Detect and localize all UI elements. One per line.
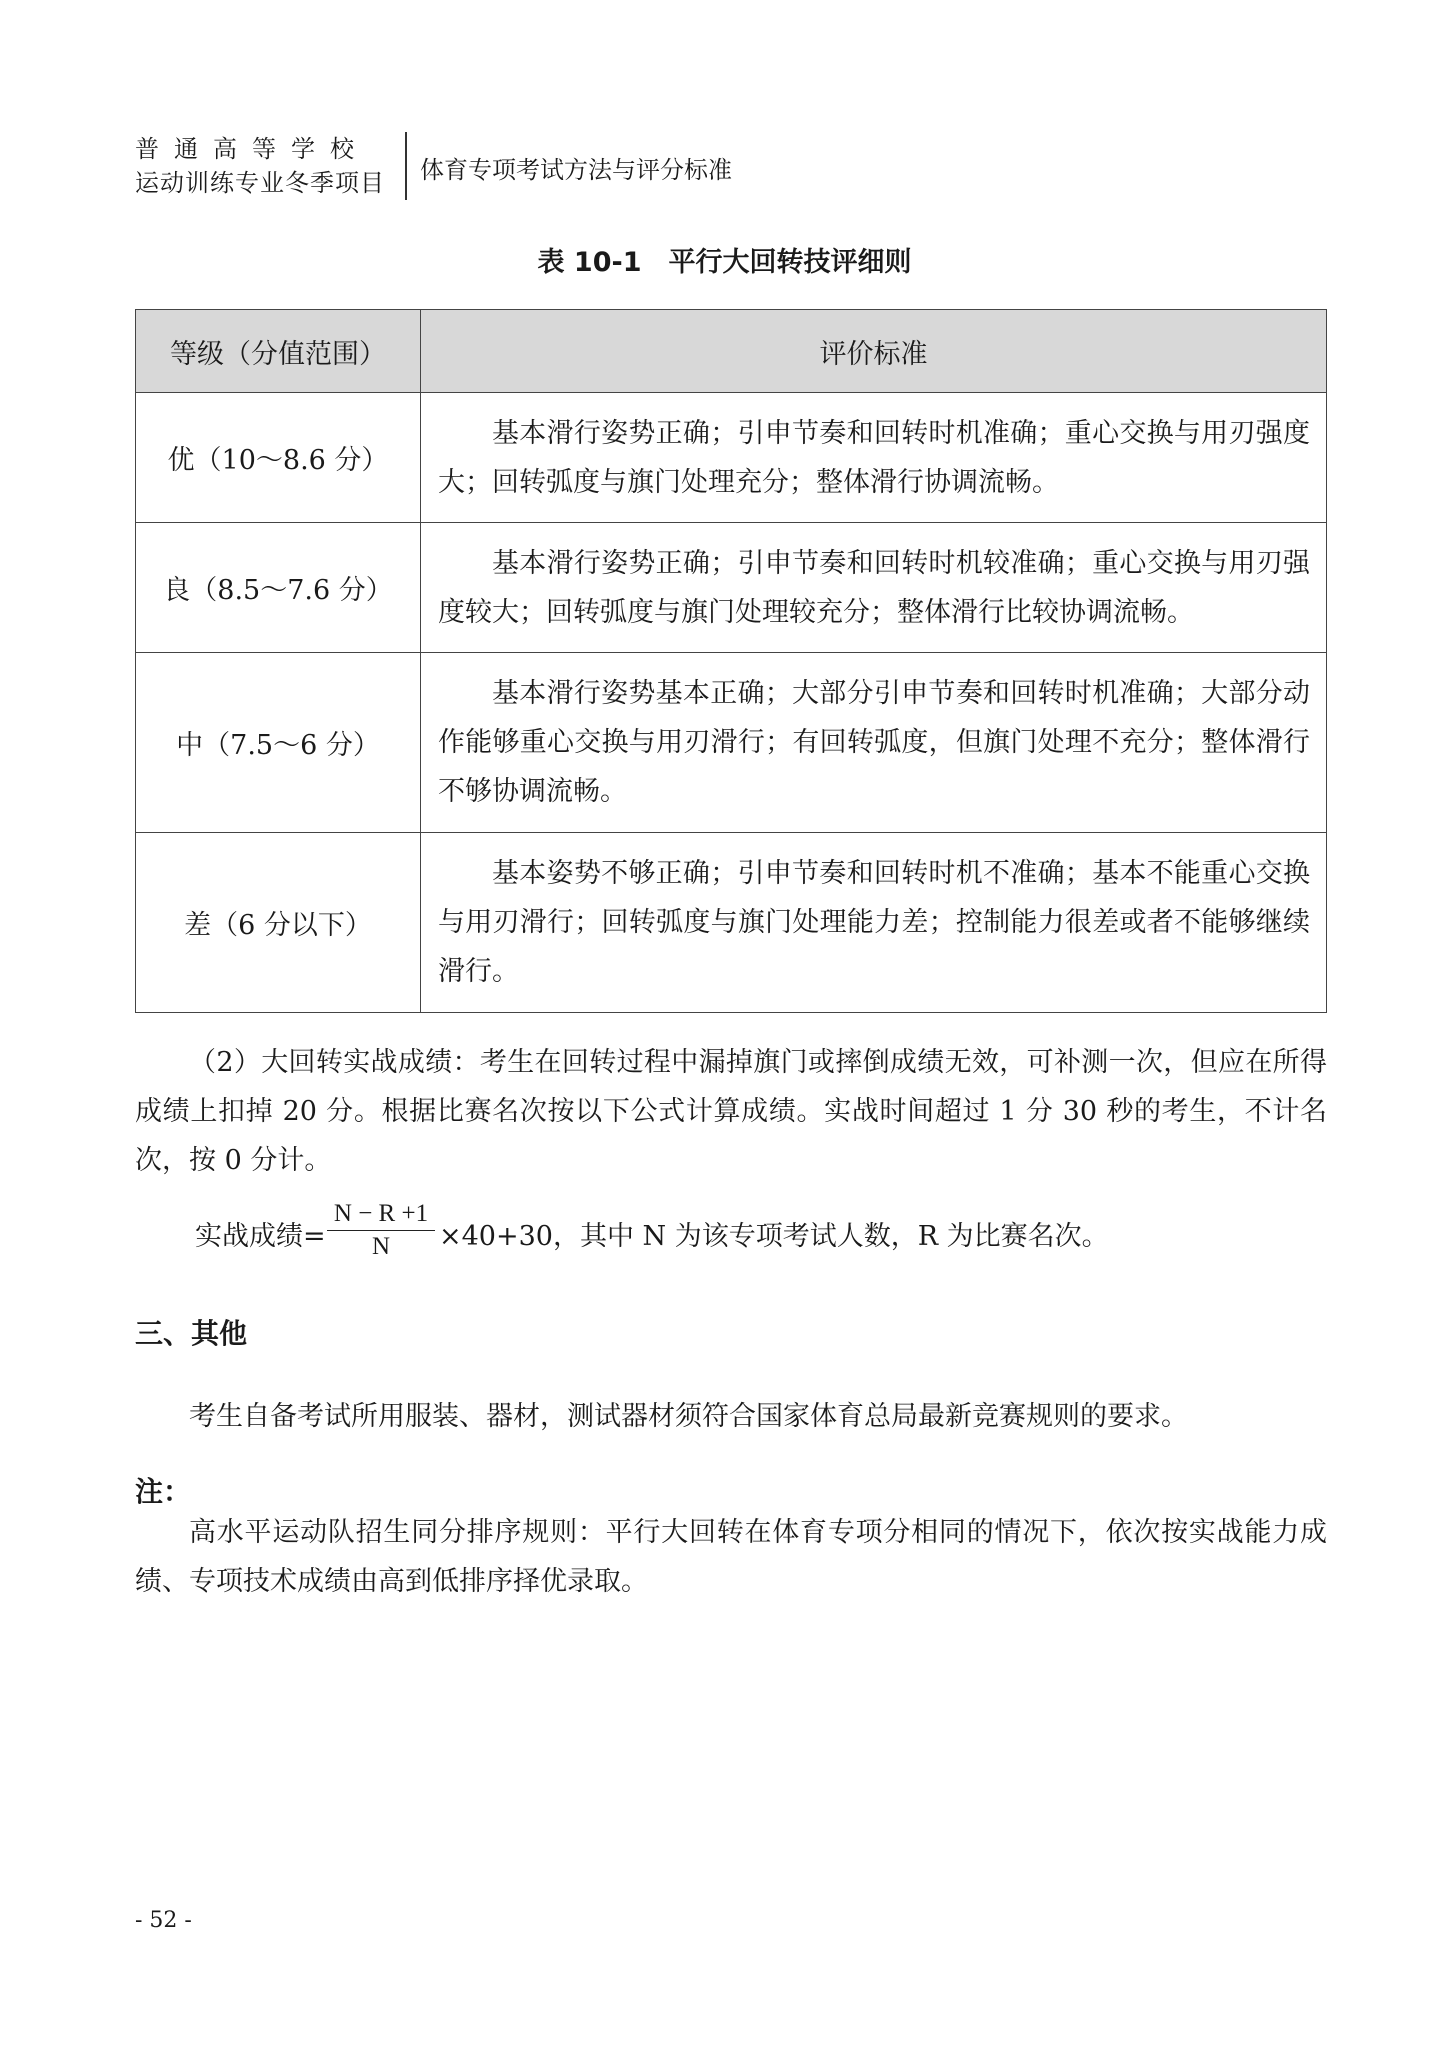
level-cell: 中（7.5～6 分） [136, 653, 421, 833]
criteria-table [135, 309, 1327, 1013]
criteria-cell: 基本滑行姿势基本正确；大部分引申节奏和回转时机准确；大部分动作能够重心交换与用刃滑行；有回转弧度，但旗门处理不充分；整体滑行不够协调流畅。 [421, 653, 1327, 833]
header-left-block [135, 132, 400, 200]
table-title: 表 10-1 平行大回转技评细则 [537, 247, 912, 278]
note-paragraph: 高水平运动队招生同分排序规则：平行大回转在体育专项分相同的情况下，依次按实战能力成绩、专项技术成绩由高到低排序择优录取。 [135, 1517, 1327, 1597]
level-cell: 差（6 分以下） [136, 833, 421, 1013]
table-header-level: 等级（分值范围） [136, 310, 421, 393]
formula-fraction [327, 1200, 435, 1261]
formula-suffix: ×40+30，其中 N 为该专项考试人数，R 为比赛名次。 [439, 1221, 1109, 1252]
formula-denominator: N [371, 1233, 391, 1260]
header-school-type: 普通高等学校 [135, 135, 369, 163]
formula-prefix: 实战成绩= [195, 1221, 326, 1252]
table-row [136, 393, 1327, 523]
note-label: 注： [135, 1475, 192, 1508]
criteria-cell: 基本滑行姿势正确；引申节奏和回转时机准确；重心交换与用刃强度大；回转弧度与旗门处理充分；整体滑行协调流畅。 [421, 393, 1327, 523]
formula-numerator: N − R +1 [327, 1200, 435, 1231]
page-number: - 52 - [135, 1908, 192, 1933]
header-program: 运动训练专业冬季项目 [135, 169, 385, 197]
table-row [136, 523, 1327, 653]
level-cell: 优（10～8.6 分） [136, 393, 421, 523]
level-cell: 良（8.5～7.6 分） [136, 523, 421, 653]
scoring-paragraph: （2）大回转实战成绩：考生在回转过程中漏掉旗门或摔倒成绩无效，可补测一次，但应在所得成绩上扣掉 20 分。根据比赛名次按以下公式计算成绩。实战时间超过 1 分 30 秒的考生，不计名次，按 0 分计。 [135, 1047, 1327, 1176]
section-title: 三、其他 [135, 1317, 248, 1350]
header-divider [405, 132, 407, 200]
criteria-cell: 基本姿势不够正确；引申节奏和回转时机不准确；基本不能重心交换与用刃滑行；回转弧度与旗门处理能力差；控制能力很差或者不能够继续滑行。 [421, 833, 1327, 1013]
table-row [136, 833, 1327, 1013]
table-header-criteria: 评价标准 [421, 310, 1327, 393]
criteria-cell: 基本滑行姿势正确；引申节奏和回转时机较准确；重心交换与用刃强度较大；回转弧度与旗门处理较充分；整体滑行比较协调流畅。 [421, 523, 1327, 653]
section-paragraph: 考生自备考试所用服装、器材，测试器材须符合国家体育总局最新竞赛规则的要求。 [189, 1401, 1188, 1432]
table-row [136, 653, 1327, 833]
header-document-title: 体育专项考试方法与评分标准 [420, 156, 732, 184]
table-header-row [136, 310, 1327, 393]
